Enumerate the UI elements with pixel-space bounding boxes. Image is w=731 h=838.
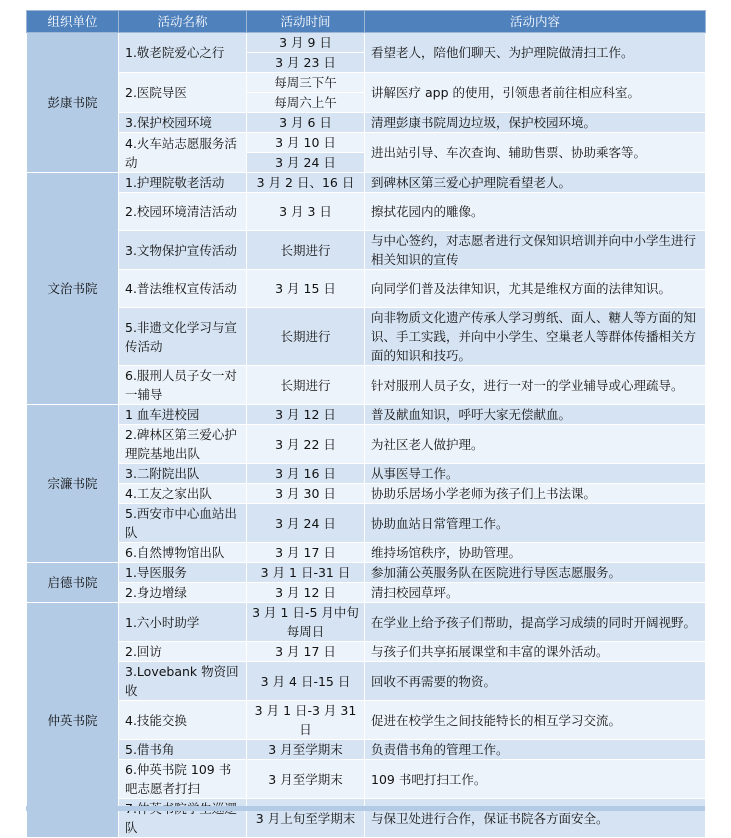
table-row: [27, 484, 706, 504]
activity-name: 6.服刑人员子女一对一辅导: [119, 366, 247, 405]
activity-name: 2.回访: [119, 642, 247, 662]
activity-content: 为社区老人做护理。: [365, 425, 706, 464]
activity-name: 1.敬老院爱心之行: [119, 33, 247, 73]
activity-name: 1.六小时助学: [119, 603, 247, 642]
activity-name: 4.火车站志愿服务活动: [119, 133, 247, 173]
table-row: [27, 33, 706, 53]
org-cell: 彭康书院: [27, 33, 119, 173]
activity-table-sheet: [26, 10, 705, 838]
activity-name: 2.碑林区第三爱心护理院基地出队: [119, 425, 247, 464]
activity-name: 4.普法维权宣传活动: [119, 270, 247, 308]
table-row: [27, 425, 706, 464]
activity-time: 3 月 3 日: [247, 193, 365, 231]
org-cell: 宗濂书院: [27, 405, 119, 563]
header-activity-name: 活动名称: [119, 11, 247, 33]
activity-name: 1 血车进校园: [119, 405, 247, 425]
activity-time: 长期进行: [247, 308, 365, 366]
table-row: [27, 231, 706, 270]
table-row: [27, 173, 706, 193]
activity-content: 看望老人，陪他们聊天、为护理院做清扫工作。: [365, 33, 706, 73]
header-row: [27, 11, 706, 33]
activity-time: 3 月 24 日: [247, 153, 365, 173]
activity-content: 清扫校园草坪。: [365, 583, 706, 603]
activity-time: 3 月上旬至学期末: [247, 799, 365, 838]
activity-name: 5.西安市中心血站出队: [119, 504, 247, 543]
activity-time: 3 月 12 日: [247, 583, 365, 603]
table-row: [27, 270, 706, 308]
table-row: [27, 662, 706, 701]
activity-time: 3 月至学期末: [247, 760, 365, 799]
activity-content: 普及献血知识，呼吁大家无偿献血。: [365, 405, 706, 425]
activity-content: 与保卫处进行合作，保证书院各方面安全。: [365, 799, 706, 838]
activity-time: 每周六上午: [247, 93, 365, 113]
table-row: [27, 504, 706, 543]
header-activity-content: 活动内容: [365, 11, 706, 33]
activity-name: 3.二附院出队: [119, 464, 247, 484]
activity-content: 维持场馆秩序，协助管理。: [365, 543, 706, 563]
activity-time: 3 月 9 日: [247, 33, 365, 53]
activity-content: 针对服刑人员子女，进行一对一的学业辅导或心理疏导。: [365, 366, 706, 405]
activity-content: 向同学们普及法律知识，尤其是维权方面的法律知识。: [365, 270, 706, 308]
activity-content: 协助乐居场小学老师为孩子们上书法课。: [365, 484, 706, 504]
activity-time: 3 月 17 日: [247, 543, 365, 563]
table-row: [27, 543, 706, 563]
activity-content: 负责借书角的管理工作。: [365, 740, 706, 760]
activity-time: 3 月 17 日: [247, 642, 365, 662]
activity-time: 3 月 1 日-31 日: [247, 563, 365, 583]
activity-name: 2.校园环境清洁活动: [119, 193, 247, 231]
activity-content: 从事医导工作。: [365, 464, 706, 484]
activity-content: 参加蒲公英服务队在医院进行导医志愿服务。: [365, 563, 706, 583]
activity-time: 3 月 30 日: [247, 484, 365, 504]
activity-name: 6.自然博物馆出队: [119, 543, 247, 563]
table-row: [27, 73, 706, 93]
activity-time: 3 月 4 日-15 日: [247, 662, 365, 701]
activity-content: 讲解医疗 app 的使用，引领患者前往相应科室。: [365, 73, 706, 113]
table-row: [27, 740, 706, 760]
activity-content: 到碑林区第三爱心护理院看望老人。: [365, 173, 706, 193]
activity-time: 3 月 15 日: [247, 270, 365, 308]
table-row: [27, 563, 706, 583]
activity-name: 1.导医服务: [119, 563, 247, 583]
activity-content: 与中心签约，对志愿者进行文保知识培训并向中小学生进行相关知识的宣传: [365, 231, 706, 270]
header-activity-time: 活动时间: [247, 11, 365, 33]
table-row: [27, 308, 706, 366]
table-row: [27, 603, 706, 642]
activity-time: 3 月 16 日: [247, 464, 365, 484]
activity-time: 3 月 24 日: [247, 504, 365, 543]
activity-time: 3 月 23 日: [247, 53, 365, 73]
activity-time: 3 月 6 日: [247, 113, 365, 133]
activity-time: 3 月 1 日-5 月中旬每周日: [247, 603, 365, 642]
activity-name: 队: [119, 799, 247, 838]
org-cell: 启德书院: [27, 563, 119, 603]
table-row: [27, 583, 706, 603]
activity-time: 每周三下午: [247, 73, 365, 93]
activity-name: 4.工友之家出队: [119, 484, 247, 504]
activity-time: 长期进行: [247, 231, 365, 270]
activity-name: 5.非遗文化学习与宣传活动: [119, 308, 247, 366]
table-row: [27, 133, 706, 153]
activity-time: 3 月 12 日: [247, 405, 365, 425]
activity-name: 3.Lovebank 物资回收: [119, 662, 247, 701]
activity-content: 回收不再需要的物资。: [365, 662, 706, 701]
activity-content: 向非物质文化遗产传承人学习剪纸、面人、糖人等方面的知识、手工实践，并向中小学生、空巢老人等群体传播相关方面的知识和技巧。: [365, 308, 706, 366]
activity-name: 5.借书角: [119, 740, 247, 760]
table-row: [27, 193, 706, 231]
activity-name: 3.保护校园环境: [119, 113, 247, 133]
org-cell: 仲英书院: [27, 603, 119, 838]
activity-time: 3 月 2 日、16 日: [247, 173, 365, 193]
table-row: [27, 464, 706, 484]
activity-content: 在学业上给予孩子们帮助，提高学习成绩的同时开阔视野。: [365, 603, 706, 642]
activity-name: 3.文物保护宣传活动: [119, 231, 247, 270]
table-row: [27, 405, 706, 425]
activity-name: 2.医院导医: [119, 73, 247, 113]
table-row: [27, 701, 706, 740]
activity-content: 促进在校学生之间技能特长的相互学习交流。: [365, 701, 706, 740]
activity-time: 3 月 22 日: [247, 425, 365, 464]
header-org: 组织单位: [27, 11, 119, 33]
activity-content: 清理彭康书院周边垃圾，保护校园环境。: [365, 113, 706, 133]
activity-content: 进出站引导、车次查询、辅助售票、协助乘客等。: [365, 133, 706, 173]
activity-time: 3 月 1 日-3 月 31 日: [247, 701, 365, 740]
table-row: [27, 366, 706, 405]
activity-content: 协助血站日常管理工作。: [365, 504, 706, 543]
activity-time: 3 月 10 日: [247, 133, 365, 153]
table-row: [27, 113, 706, 133]
activity-time: 长期进行: [247, 366, 365, 405]
activity-table: [26, 10, 706, 838]
activity-name: 6.仲英书院 109 书吧志愿者打扫: [119, 760, 247, 799]
activity-name: 2.身边增绿: [119, 583, 247, 603]
table-row: [27, 642, 706, 662]
activity-content: 与孩子们共享拓展课堂和丰富的课外活动。: [365, 642, 706, 662]
table-row: [27, 799, 706, 838]
table-bottom-band: [26, 806, 705, 811]
activity-name: 4.技能交换: [119, 701, 247, 740]
activity-time: 3 月至学期末: [247, 740, 365, 760]
activity-content: 109 书吧打扫工作。: [365, 760, 706, 799]
activity-content: 擦拭花园内的雕像。: [365, 193, 706, 231]
org-cell: 文治书院: [27, 173, 119, 405]
table-row: [27, 760, 706, 799]
activity-name: 1.护理院敬老活动: [119, 173, 247, 193]
